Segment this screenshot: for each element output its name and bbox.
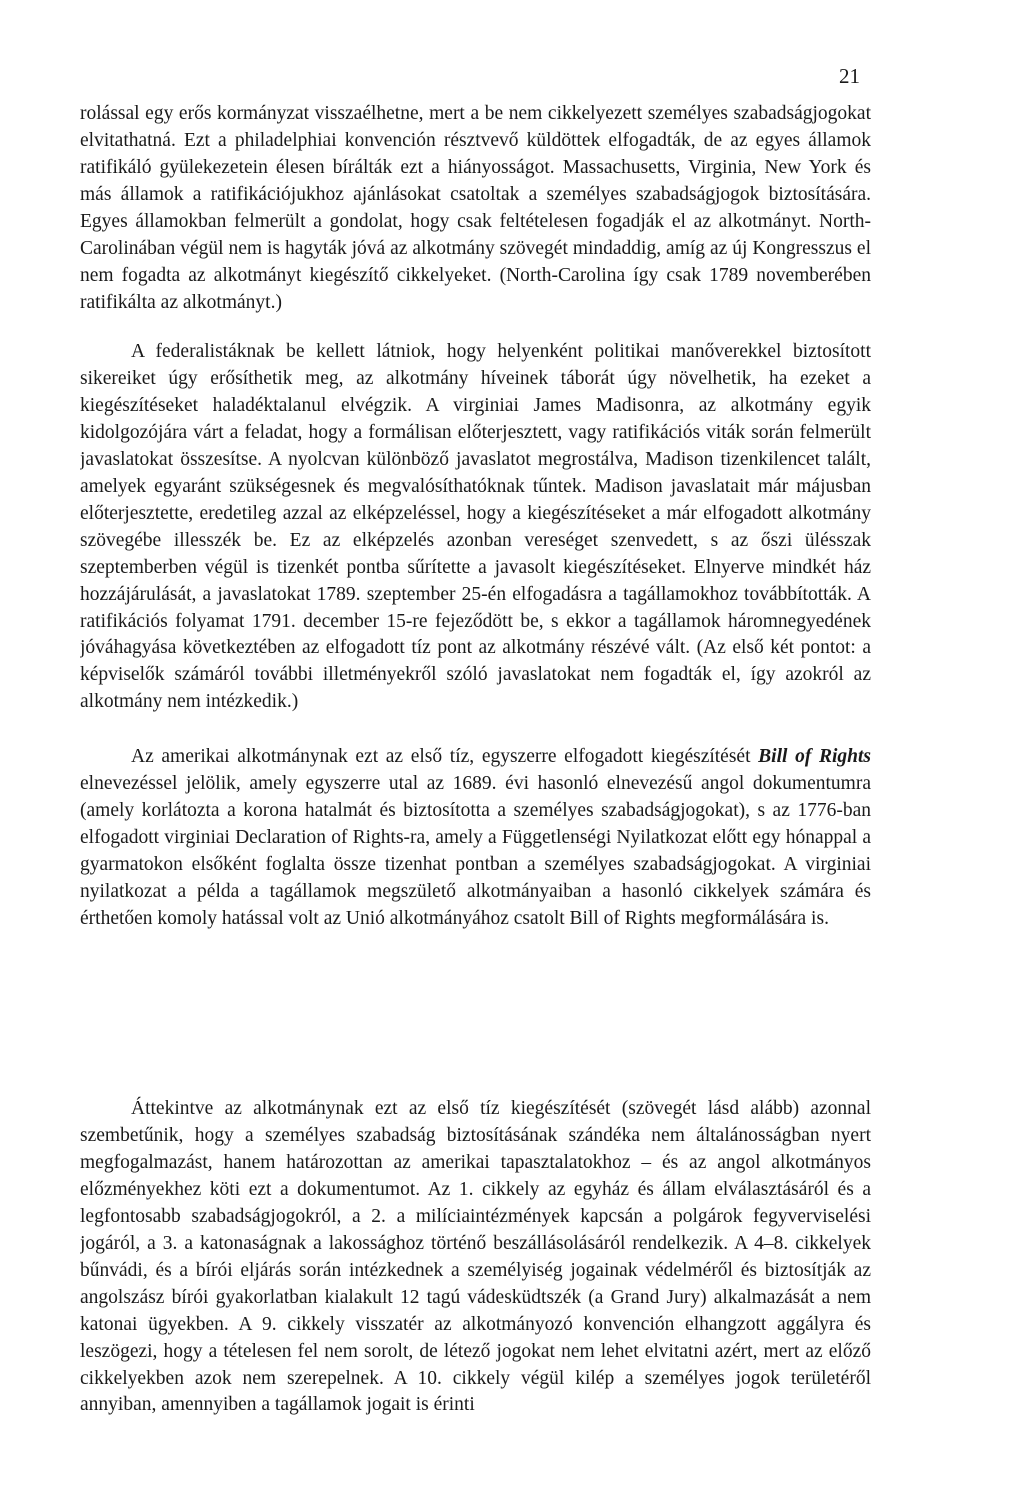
text-column: [80, 101, 871, 1486]
paragraph-2: A federalistáknak be kellett látniok, hogy helyenként politikai manőverekkel biztosított sikereiket úgy erősíthetik meg, az alkotmány híveinek táborát úgy növelhetik, ha ezeket a kiegészítéseket haladéktalanul elvégzik. A virginiai James Madisonra, az alkotmány egyik kidolgozójára várt a feladat, hogy a formálisan előterjesztett, vagy ratifikációs viták során felmerült javaslatokat összesítse. A nyolcvan különböző javaslatot megrostálva, Madison tizenkilencet talált, amelyek egyaránt szükségesnek és megvalósíthatóknak tűntek. Madison javaslatait már májusban előterjesztette, eredetileg azzal az elképzeléssel, hogy a kiegészítéseket a már elfogadott alkotmány szövegébe illesszék be. Ez az elképzelés azonban vereséget szenvedett, s az őszi ülésszak szeptemberben végül is tizenkét pontba sűrítette a javasolt kiegészítéseket. Elnyerve mindkét ház hozzájárulását, a javaslatokat 1789. szeptember 25-én elfogadásra a tagállamokhoz továbbították. A ratifikációs folyamat 1791. december 15-re fejeződött be, s ekkor a tagállamok háromnegyedének jóváhagyása következtében az elfogadott tíz pont az alkotmány részévé vált. (Az első két pontot: a képviselők számáról további illetményekről szóló javaslatokat nem fogadták el, így azokról az alkotmány nem intézkedik.): [80, 341, 871, 713]
paragraph-3-before: Az amerikai alkotmánynak ezt az első tíz, egyszerre elfogadott kiegészítését: [131, 746, 759, 767]
paragraph-3: [80, 744, 871, 1096]
paragraph-4: Áttekintve az alkotmánynak ezt az első tíz kiegészítését (szövegét lásd alább) azonnal szembetűnik, hogy a személyes szabadság biztosításának szándéka nem általánosságban nyert megfogalmazást, hanem határozottan az amerikai tapasztalatokhoz – és az angol alkotmányos előzményekhez köti ezt a dokumentumot. Az 1. cikkely az egyház és állam elválasztásáról és a legfontosabb szabadságjogokról, a 2. a milíciaintézmények kapcsán a polgárok fegyverviselési jogáról, a 3. a katonaságnak a lakossághoz történő beszállásolásáról rendelkezik. A 4–8. cikkelyek bűnvádi, és a bírói eljárás során intézkednek a személyiség jogainak védelméről és biztosítják az angolszász bírói gyakorlatban kialakult 12 tagú vádesküdtszék (a Grand Jury) alkalmazását a nem katonai ügyekben. A 9. cikkely visszatér az alkotmányozó konvención elhangzott aggályra és leszögezi, hogy a tételesen fel nem sorolt, de létező jogokat nem lehet elvitatni azért, mert az előző cikkelyekben azok nem szerepelnek. A 10. cikkely végül kilép a személyes jogok területéről annyiban, amennyiben a tagállamok jogait is érinti: [80, 1098, 871, 1416]
page-number: 21: [839, 64, 860, 88]
paragraph-3-after: elnevezéssel jelölik, amely egyszerre utal az 1689. évi hasonló elnevezésű angol dokumentumra (amely korlátozta a korona hatalmát és biztosította a személyes szabadságjogokat), s az 1776-ban elfogadott virginiai Declaration of Rights-ra, amely a Függetlenségi Nyilatkozat előtt egy hónappal a gyarmatokon elsőként foglalta össze tizenhat pontban a személyes szabadságjogokat. A virginiai nyilatkozat a példa a tagállamok megszülető alkotmányaiban a hasonló cikkelyek számára és érthetően komoly hatással volt az Unió alkotmányához csatolt Bill of Rights megformálására is.: [80, 772, 871, 929]
bill-of-rights-emphasis: Bill of Rights: [758, 746, 871, 767]
paragraph-1: rolással egy erős kormányzat visszaélhetne, mert a be nem cikkelyezett személyes szabadságjogokat elvitathatná. Ezt a philadelphiai konvención résztvevő küldöttek elfogadták, de az egyes államok ratifikáló gyülekezetein élesen bírálták ezt a hiányosságot. Massachusetts, Virginia, New York és más államok a ratifikációjukhoz ajánlásokat csatoltak a személyes szabadságjogok biztosítására. Egyes államokban felmerült a gondolat, hogy csak feltételesen fogadják el az alkotmányt. North-Carolinában végül nem is hagyták jóvá az alkotmány szövegét mindaddig, amíg az új Kongresszus el nem fogadta az alkotmányt kiegészítő cikkelyeket. (North-Carolina így csak 1789 novemberében ratifikálta az alkotmányt.): [80, 103, 871, 313]
